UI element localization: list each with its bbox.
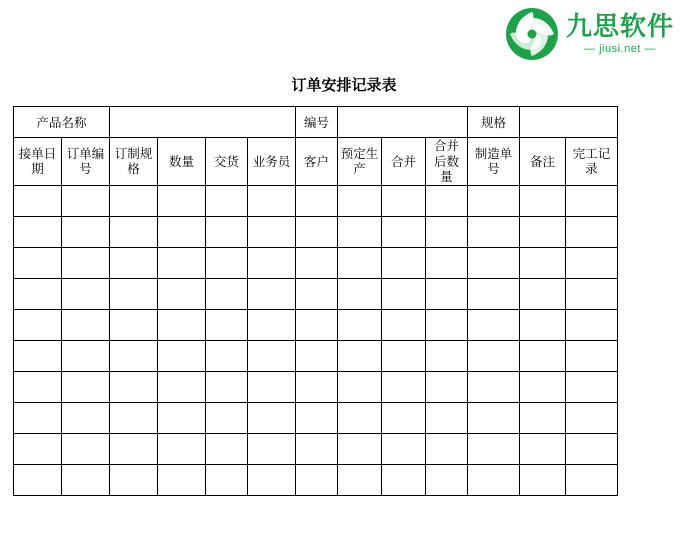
table-cell[interactable] [426,185,468,216]
table-cell[interactable] [520,402,566,433]
column-header-label: 完工记录 [572,145,611,177]
table-cell[interactable] [62,371,110,402]
column-header-label: 交货 [214,153,240,169]
table-cell[interactable] [338,185,382,216]
info-row [14,107,618,138]
table-cell[interactable] [566,216,618,247]
brand-logo [504,6,674,62]
table-cell[interactable] [382,185,426,216]
table-cell[interactable] [206,433,248,464]
table-cell[interactable] [158,464,206,495]
table-cell[interactable] [206,278,248,309]
table-cell[interactable] [62,309,110,340]
table-row [14,247,618,278]
table-cell[interactable] [248,247,296,278]
table-row [14,309,618,340]
table-cell[interactable] [426,216,468,247]
table-cell[interactable] [158,402,206,433]
table-cell[interactable] [426,340,468,371]
table-cell[interactable] [338,433,382,464]
table-cell[interactable] [566,402,618,433]
table-cell[interactable] [14,278,62,309]
column-header-label: 制造单号 [474,145,513,177]
table-cell[interactable] [206,247,248,278]
table-cell[interactable] [566,185,618,216]
table-cell[interactable] [14,433,62,464]
table-cell[interactable] [62,340,110,371]
table-cell[interactable] [426,464,468,495]
table-cell[interactable] [296,216,338,247]
table-cell[interactable] [382,340,426,371]
table-cell[interactable] [338,402,382,433]
table-cell[interactable] [158,185,206,216]
table-cell[interactable] [382,371,426,402]
info-value-product-name[interactable] [110,107,296,138]
table-cell[interactable] [206,340,248,371]
table-cell[interactable] [296,433,338,464]
column-header-0 [14,138,62,186]
table-cell[interactable] [468,433,520,464]
table-cell[interactable] [14,216,62,247]
column-header-7 [338,138,382,186]
table-cell[interactable] [338,371,382,402]
table-cell[interactable] [110,185,158,216]
order-schedule-table [13,106,618,496]
table-cell[interactable] [14,371,62,402]
table-cell[interactable] [520,185,566,216]
table-cell[interactable] [520,433,566,464]
table-cell[interactable] [382,309,426,340]
table-cell[interactable] [62,278,110,309]
table-cell[interactable] [110,371,158,402]
table-cell[interactable] [566,340,618,371]
table-cell[interactable] [158,247,206,278]
table-cell[interactable] [158,216,206,247]
brand-title: 九思软件 [565,11,674,42]
table-cell[interactable] [110,402,158,433]
table-cell[interactable] [520,340,566,371]
table-cell[interactable] [158,278,206,309]
table-cell[interactable] [62,216,110,247]
column-header-label: 订制规格 [114,145,153,177]
table-cell[interactable] [62,464,110,495]
table-cell[interactable] [248,216,296,247]
table-cell[interactable] [206,216,248,247]
table-cell[interactable] [248,309,296,340]
table-cell[interactable] [566,247,618,278]
table-cell[interactable] [14,309,62,340]
table-cell[interactable] [566,464,618,495]
table-row [14,216,618,247]
column-header-label: 预定生产 [340,145,379,177]
table-cell[interactable] [110,247,158,278]
table-cell[interactable] [296,309,338,340]
table-cell[interactable] [62,247,110,278]
table-cell[interactable] [468,247,520,278]
table-cell[interactable] [382,433,426,464]
column-header-label: 接单日期 [18,145,57,177]
table-cell[interactable] [158,371,206,402]
table-cell[interactable] [566,309,618,340]
table-cell[interactable] [110,433,158,464]
table-cell[interactable] [296,402,338,433]
table-cell[interactable] [248,340,296,371]
table-cell[interactable] [296,371,338,402]
page-title: 订单安排记录表 [291,76,397,94]
table-cell[interactable] [158,433,206,464]
table-cell[interactable] [520,216,566,247]
table-cell[interactable] [158,309,206,340]
column-header-9 [426,138,468,186]
table-cell[interactable] [426,309,468,340]
table-row [14,371,618,402]
column-header-3 [158,138,206,186]
table-cell[interactable] [520,278,566,309]
table-cell[interactable] [520,371,566,402]
info-value-spec[interactable] [520,107,618,138]
info-value-code[interactable] [338,107,468,138]
table-cell[interactable] [14,464,62,495]
table-cell[interactable] [338,340,382,371]
brand-subtitle: — jiusi.net — [584,42,656,55]
table-cell[interactable] [296,278,338,309]
table-cell[interactable] [382,216,426,247]
column-header-label: 业务员 [252,153,291,169]
table-cell[interactable] [248,402,296,433]
table-cell[interactable] [110,278,158,309]
column-header-6 [296,138,338,186]
table-cell[interactable] [14,247,62,278]
table-cell[interactable] [468,402,520,433]
table-cell[interactable] [158,340,206,371]
table-cell[interactable] [110,216,158,247]
table-cell[interactable] [426,402,468,433]
table-cell[interactable] [426,278,468,309]
column-header-label: 合并 [391,153,417,169]
jiusi-swirl-logo-icon [504,6,560,62]
table-cell[interactable] [14,185,62,216]
table-cell[interactable] [338,278,382,309]
column-header-5 [248,138,296,186]
table-cell[interactable] [248,433,296,464]
table-cell[interactable] [206,309,248,340]
table-cell[interactable] [468,216,520,247]
table-row [14,278,618,309]
info-label-product-name: 产品名称 [14,107,110,138]
table-cell[interactable] [566,433,618,464]
column-header-1 [62,138,110,186]
table-cell[interactable] [520,464,566,495]
table-row [14,402,618,433]
table-header-row [14,138,618,186]
table-cell[interactable] [566,278,618,309]
table-cell[interactable] [62,185,110,216]
table-cell[interactable] [468,371,520,402]
table-cell[interactable] [248,371,296,402]
table-cell[interactable] [296,464,338,495]
table-row [14,464,618,495]
column-header-10 [468,138,520,186]
table-cell[interactable] [426,247,468,278]
info-label-spec: 规格 [468,107,520,138]
table-cell[interactable] [382,402,426,433]
table-cell[interactable] [468,278,520,309]
table-cell[interactable] [338,464,382,495]
table-cell[interactable] [62,433,110,464]
table-row [14,340,618,371]
table-cell[interactable] [338,247,382,278]
table-cell[interactable] [468,309,520,340]
column-header-11 [520,138,566,186]
table-cell[interactable] [382,464,426,495]
table-cell[interactable] [110,309,158,340]
column-header-label: 数量 [169,153,195,169]
column-header-12 [566,138,618,186]
table-cell[interactable] [382,247,426,278]
table-cell[interactable] [14,340,62,371]
table-cell[interactable] [206,402,248,433]
column-header-2 [110,138,158,186]
column-header-4 [206,138,248,186]
table-cell[interactable] [110,464,158,495]
column-header-label: 备注 [530,153,556,169]
table-cell[interactable] [206,464,248,495]
column-header-label: 客户 [304,153,330,169]
info-label-code: 编号 [296,107,338,138]
table-cell[interactable] [382,278,426,309]
table-cell[interactable] [14,402,62,433]
column-header-label: 订单编号 [66,145,105,177]
table-cell[interactable] [296,247,338,278]
table-cell[interactable] [468,340,520,371]
table-cell[interactable] [110,340,158,371]
table-cell[interactable] [248,278,296,309]
table-cell[interactable] [296,185,338,216]
table-cell[interactable] [468,464,520,495]
order-schedule-sheet [13,106,617,496]
table-cell[interactable] [426,433,468,464]
table-cell[interactable] [248,464,296,495]
table-cell[interactable] [520,309,566,340]
table-cell[interactable] [206,371,248,402]
table-cell[interactable] [338,309,382,340]
table-row [14,185,618,216]
table-row [14,433,618,464]
table-cell[interactable] [468,185,520,216]
table-cell[interactable] [566,371,618,402]
table-cell[interactable] [206,185,248,216]
column-header-8 [382,138,426,186]
table-cell[interactable] [338,216,382,247]
table-cell[interactable] [248,185,296,216]
table-cell[interactable] [296,340,338,371]
table-cell[interactable] [62,402,110,433]
table-cell[interactable] [426,371,468,402]
column-header-label: 合并后数量 [434,138,460,185]
table-cell[interactable] [520,247,566,278]
